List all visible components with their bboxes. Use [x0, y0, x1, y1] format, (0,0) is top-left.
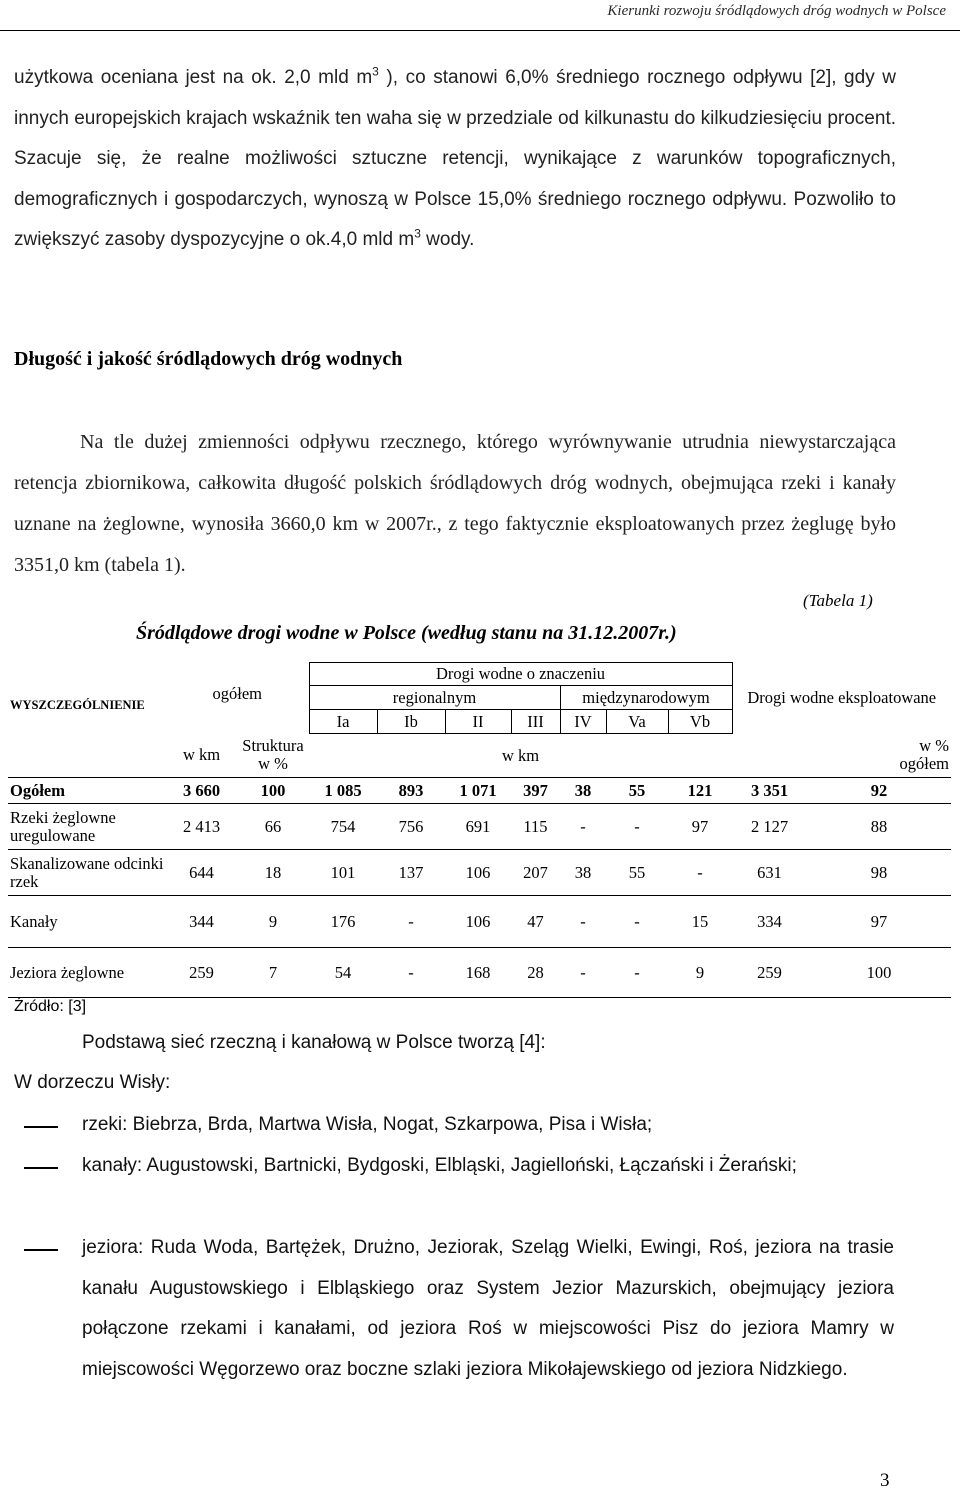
unit-percent-total [807, 734, 951, 778]
header-miedzynarodowym: międzynarodowym [560, 686, 732, 710]
header-title: Kierunki rozwoju śródlądowych dróg wodnych w Polsce [607, 3, 946, 19]
class-va: Va [606, 710, 668, 734]
cell: - [560, 896, 606, 948]
paragraph-retention [14, 58, 896, 261]
class-ib: Ib [377, 710, 445, 734]
header-drogi-znaczenie: Drogi wodne o znaczeniu [309, 663, 732, 686]
class-iii: III [511, 710, 560, 734]
table-row-ogolem [8, 778, 951, 804]
bullet-dash-icon [24, 1167, 58, 1169]
cell: 3 351 [732, 778, 807, 804]
cell: 121 [668, 778, 732, 804]
cell: 28 [511, 948, 560, 998]
cell: - [377, 896, 445, 948]
cell: - [668, 850, 732, 896]
cell: 259 [732, 948, 807, 998]
cell: 2 413 [166, 804, 237, 850]
table-row-kanaly [8, 896, 951, 948]
unit-w-km-classes: w km [501, 745, 540, 765]
bullet-rivers: rzeki: Biebrza, Brda, Martwa Wisła, Nogat, Szkarpowa, Pisa i Wisła; [82, 1114, 653, 1135]
para1-part-a: użytkowa oceniana jest na ok. 2,0 mld m [14, 67, 373, 88]
cell: - [560, 948, 606, 998]
para1-sup-a: 3 [372, 64, 379, 79]
cell: 55 [606, 778, 668, 804]
cell: 15 [668, 896, 732, 948]
bullet-dash-icon [24, 1249, 58, 1251]
cell: - [606, 948, 668, 998]
cell: 259 [166, 948, 237, 998]
cell: 54 [309, 948, 377, 998]
cell: 97 [807, 896, 951, 948]
unit-w-km: w km [182, 745, 221, 765]
cell: - [606, 896, 668, 948]
unit-percent-label: w % [919, 736, 949, 756]
table-row-rzeki [8, 804, 951, 850]
cell: 100 [237, 778, 309, 804]
header-wyszczegolnienie: WYSZCZEGÓLNIENIE [10, 698, 145, 712]
cell: 106 [445, 850, 511, 896]
cell: 137 [377, 850, 445, 896]
cell: 168 [445, 948, 511, 998]
para2-text: Na tle dużej zmienności odpływu rzecznego, którego wyrównywanie utrudnia niewystarczająca retencja zbiornikowa, całkowita długość polskich śródlądowych dróg wodnych, obejmująca rzeki i kanały uznane na żeglowne, wynosiła 3660,0 km w 2007r., z tego faktycznie eksploatowanych przez żeglugę było 3351,0 km (tabela 1). [14, 431, 896, 576]
cell: 1 085 [309, 778, 377, 804]
para1-part-b: ), co stanowi 6,0% średniego rocznego odpływu [2], gdy w innych europejskich krajach wskaźnik ten waha się w przedziale od kilkunastu do kilkudziesięciu procent. Szacuje się, że realne możliwości sztuczne retencji, wynikające z warunków topograficznych, demograficznych i gospodarczych, wynoszą w Polsce 15,0% średniego rocznego odpływu. Pozwoliło to zwiększyć zasoby dyspozycyjne o ok.4,0 mld m [14, 67, 896, 251]
cell: 115 [511, 804, 560, 850]
page-number: 3 [880, 1470, 890, 1491]
header-regionalnym: regionalnym [309, 686, 560, 710]
row-label: Kanały [8, 896, 166, 948]
cell: 644 [166, 850, 237, 896]
cell: 3 660 [166, 778, 237, 804]
table-reference: (Tabela 1) [803, 591, 873, 610]
para1-sup-b: 3 [414, 227, 421, 242]
cell: - [606, 804, 668, 850]
cell: 691 [445, 804, 511, 850]
unit-struktura [237, 734, 309, 778]
table-source: Źródło: [3] [14, 998, 87, 1015]
bullet-dash-icon [24, 1126, 58, 1128]
cell: 98 [807, 850, 951, 896]
bullet-lakes: jeziora: Ruda Woda, Bartężek, Drużno, Jeziorak, Szeląg Wielki, Ewingi, Roś, jeziora na trasie kanału Augustowskiego i Elbląskiego oraz System Jezior Mazurskich, obejmujący jeziora połączone rzekami i kanałami, od jeziora Roś w miejscowości Pisz do jeziora Mamry w miejscowości Węgorzewo oraz boczne szlaki jeziora Mikołajewskiego od jeziora Nidzkiego. [82, 1237, 894, 1381]
class-vb: Vb [668, 710, 732, 734]
row-label: Ogółem [8, 778, 166, 804]
cell: 7 [237, 948, 309, 998]
cell: 176 [309, 896, 377, 948]
cell: 106 [445, 896, 511, 948]
waterways-table [8, 662, 951, 998]
cell: - [377, 948, 445, 998]
running-header [0, 0, 960, 31]
cell: - [560, 804, 606, 850]
cell: 38 [560, 778, 606, 804]
cell: 66 [237, 804, 309, 850]
cell: 38 [560, 850, 606, 896]
para1-part-c: wody. [420, 229, 475, 251]
wisla-heading: W dorzeczu Wisły: [14, 1072, 171, 1093]
cell: 101 [309, 850, 377, 896]
class-ia: Ia [309, 710, 377, 734]
unit-struktura-percent: w % [258, 754, 288, 774]
cell: 1 071 [445, 778, 511, 804]
row-label: Skanalizowane odcinki rzek [8, 850, 166, 896]
cell: 756 [377, 804, 445, 850]
cell: 334 [732, 896, 807, 948]
cell: 88 [807, 804, 951, 850]
row-label: Rzeki żeglowne uregulowane [8, 804, 166, 850]
unit-struktura-label: Struktura [242, 736, 304, 756]
cell: 47 [511, 896, 560, 948]
cell: 97 [668, 804, 732, 850]
table-row-jeziora [8, 948, 951, 998]
cell: 207 [511, 850, 560, 896]
row-label: Jeziora żeglowne [8, 948, 166, 998]
table-title: Śródlądowe drogi wodne w Polsce (według stanu na 31.12.2007r.) [136, 622, 677, 644]
cell: 92 [807, 778, 951, 804]
unit-total-label: ogółem [899, 754, 949, 774]
cell: 18 [237, 850, 309, 896]
cell: 397 [511, 778, 560, 804]
cell: 9 [668, 948, 732, 998]
class-iv: IV [560, 710, 606, 734]
header-drogi-eksploatowane: Drogi wodne eksploatowane [747, 688, 937, 707]
cell: 344 [166, 896, 237, 948]
cell: 2 127 [732, 804, 807, 850]
cell: 631 [732, 850, 807, 896]
header-ogolem: ogółem [212, 683, 262, 703]
cell: 55 [606, 850, 668, 896]
cell: 100 [807, 948, 951, 998]
cell: 754 [309, 804, 377, 850]
cell: 893 [377, 778, 445, 804]
cell: 9 [237, 896, 309, 948]
intro-text: Podstawą sieć rzeczną i kanałową w Polsce tworzą [4]: [82, 1032, 546, 1053]
table-row-skanalizowane [8, 850, 951, 896]
bullet-canals: kanały: Augustowski, Bartnicki, Bydgoski, Elbląski, Jagielloński, Łączański i Żerański; [82, 1155, 797, 1176]
section-heading: Długość i jakość śródlądowych dróg wodnych [14, 348, 403, 370]
class-ii: II [445, 710, 511, 734]
paragraph-length [14, 422, 896, 586]
